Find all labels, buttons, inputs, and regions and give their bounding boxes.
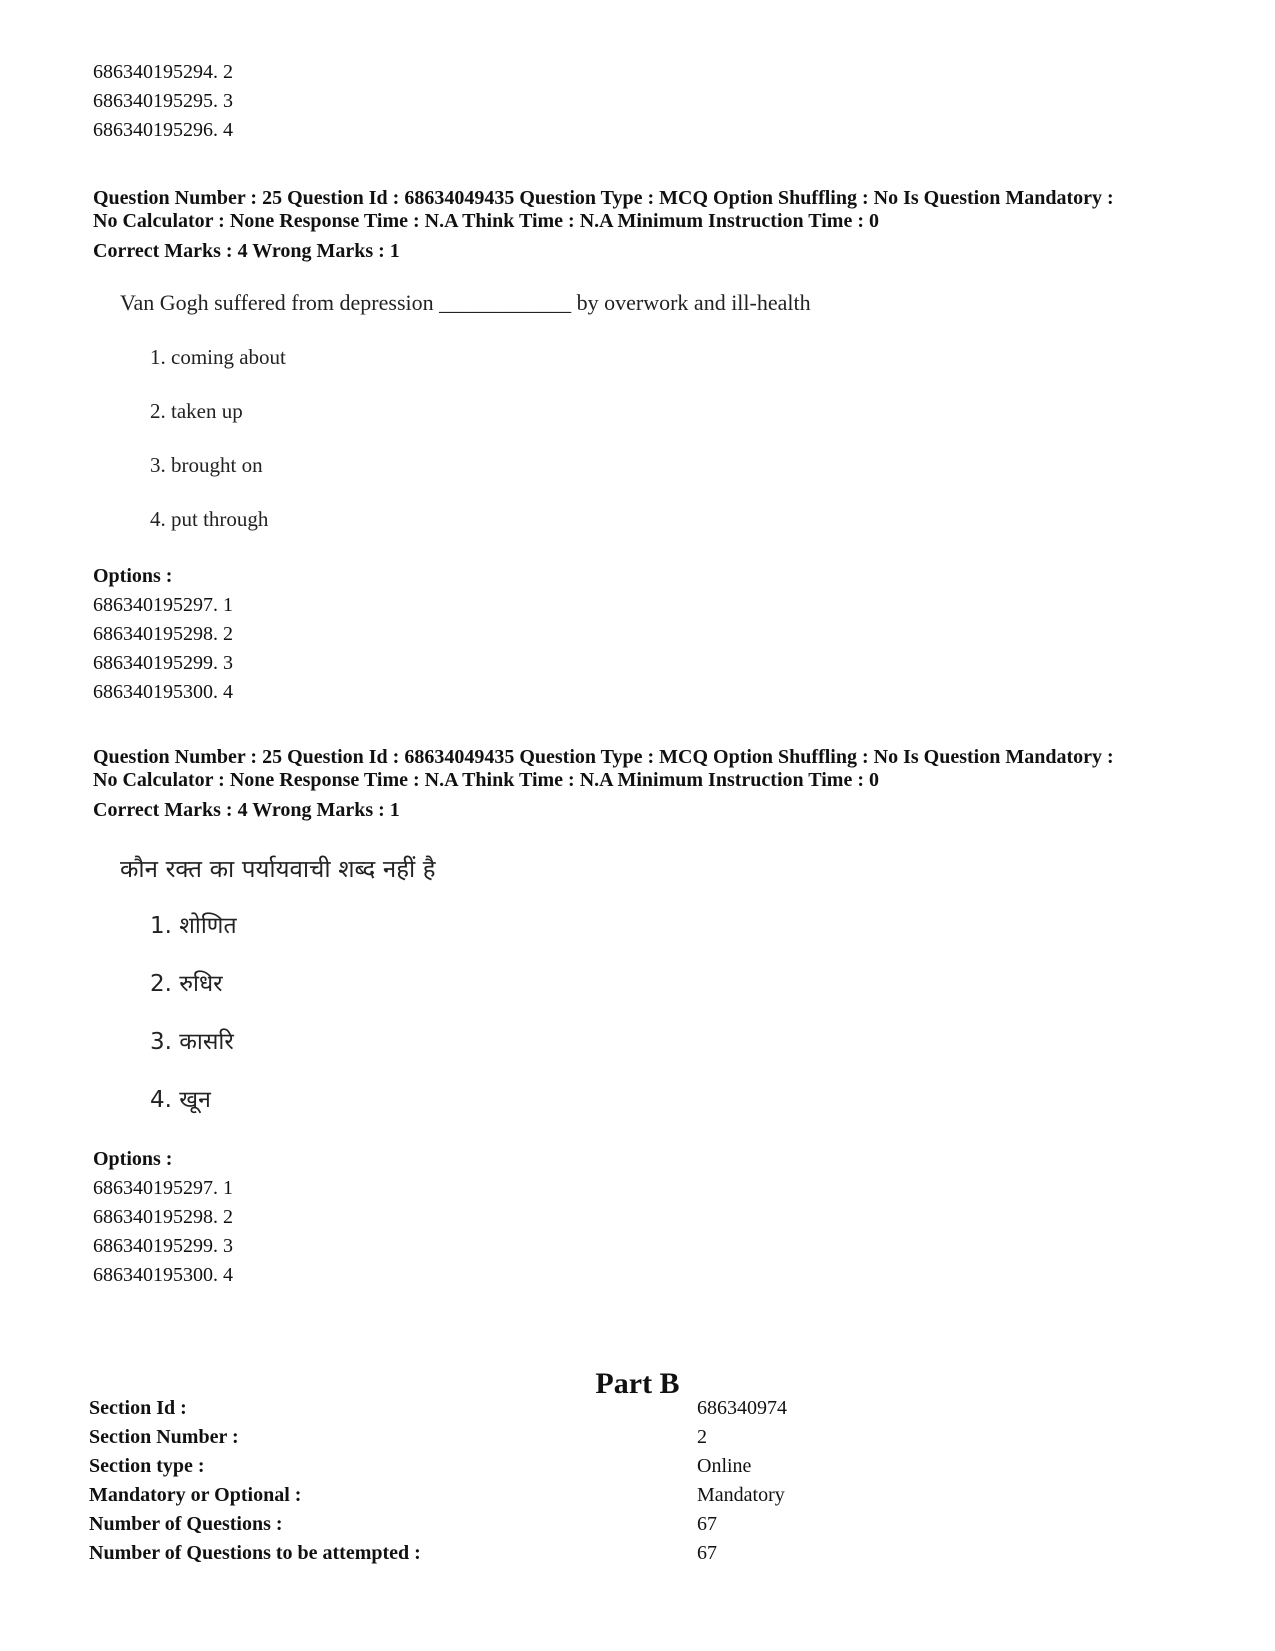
option-id-line: 686340195297. 1 xyxy=(93,1177,233,1199)
option-id-line: 686340195299. 3 xyxy=(93,652,233,674)
question-header-line2: No Calculator : None Response Time : N.A Think Time : N.A Minimum Instruction Time : 0 xyxy=(93,769,879,791)
question-header-line2: No Calculator : None Response Time : N.A Think Time : N.A Minimum Instruction Time : 0 xyxy=(93,210,879,232)
question-choice: 3. brought on xyxy=(150,453,263,477)
question-choice: 2. taken up xyxy=(150,399,243,423)
question-marks: Correct Marks : 4 Wrong Marks : 1 xyxy=(93,240,400,262)
option-id-line: 686340195298. 2 xyxy=(93,1206,233,1228)
options-label: Options : xyxy=(93,565,173,587)
option-id-line: 686340195300. 4 xyxy=(93,1264,233,1286)
option-id-line: 686340195300. 4 xyxy=(93,681,233,703)
option-id-line: 686340195296. 4 xyxy=(93,119,233,141)
question-header-line1: Question Number : 25 Question Id : 68634049435 Question Type : MCQ Option Shuffling : No Is Question Mandatory : xyxy=(93,187,1114,209)
part-title: Part B xyxy=(595,1367,680,1400)
section-value: 686340974 xyxy=(697,1397,787,1419)
question-marks: Correct Marks : 4 Wrong Marks : 1 xyxy=(93,799,400,821)
section-value: 2 xyxy=(697,1426,707,1448)
question-choice: 2. रुधिर xyxy=(150,971,223,997)
question-choice: 1. coming about xyxy=(150,345,286,369)
option-id-line: 686340195298. 2 xyxy=(93,623,233,645)
question-choice: 4. put through xyxy=(150,507,269,531)
question-choice: 3. कासरि xyxy=(150,1029,234,1055)
section-label: Section Number : xyxy=(89,1426,239,1448)
question-header-line1: Question Number : 25 Question Id : 68634049435 Question Type : MCQ Option Shuffling : No Is Question Mandatory : xyxy=(93,746,1114,768)
option-id-line: 686340195299. 3 xyxy=(93,1235,233,1257)
option-id-line: 686340195297. 1 xyxy=(93,594,233,616)
question-text: कौन रक्त का पर्यायवाची शब्द नहीं है xyxy=(120,855,436,883)
question-choice: 4. खून xyxy=(150,1087,211,1113)
section-label: Number of Questions to be attempted : xyxy=(89,1542,421,1564)
section-label: Section Id : xyxy=(89,1397,187,1419)
section-label: Section type : xyxy=(89,1455,205,1477)
option-id-line: 686340195295. 3 xyxy=(93,90,233,112)
section-value: Online xyxy=(697,1455,752,1477)
section-value: 67 xyxy=(697,1513,717,1535)
question-choice: 1. शोणित xyxy=(150,913,237,939)
options-label: Options : xyxy=(93,1148,173,1170)
option-id-line: 686340195294. 2 xyxy=(93,61,233,83)
question-text: Van Gogh suffered from depression ____________ by overwork and ill-health xyxy=(120,290,811,315)
section-label: Number of Questions : xyxy=(89,1513,283,1535)
section-label: Mandatory or Optional : xyxy=(89,1484,302,1506)
section-value: Mandatory xyxy=(697,1484,785,1506)
section-value: 67 xyxy=(697,1542,717,1564)
